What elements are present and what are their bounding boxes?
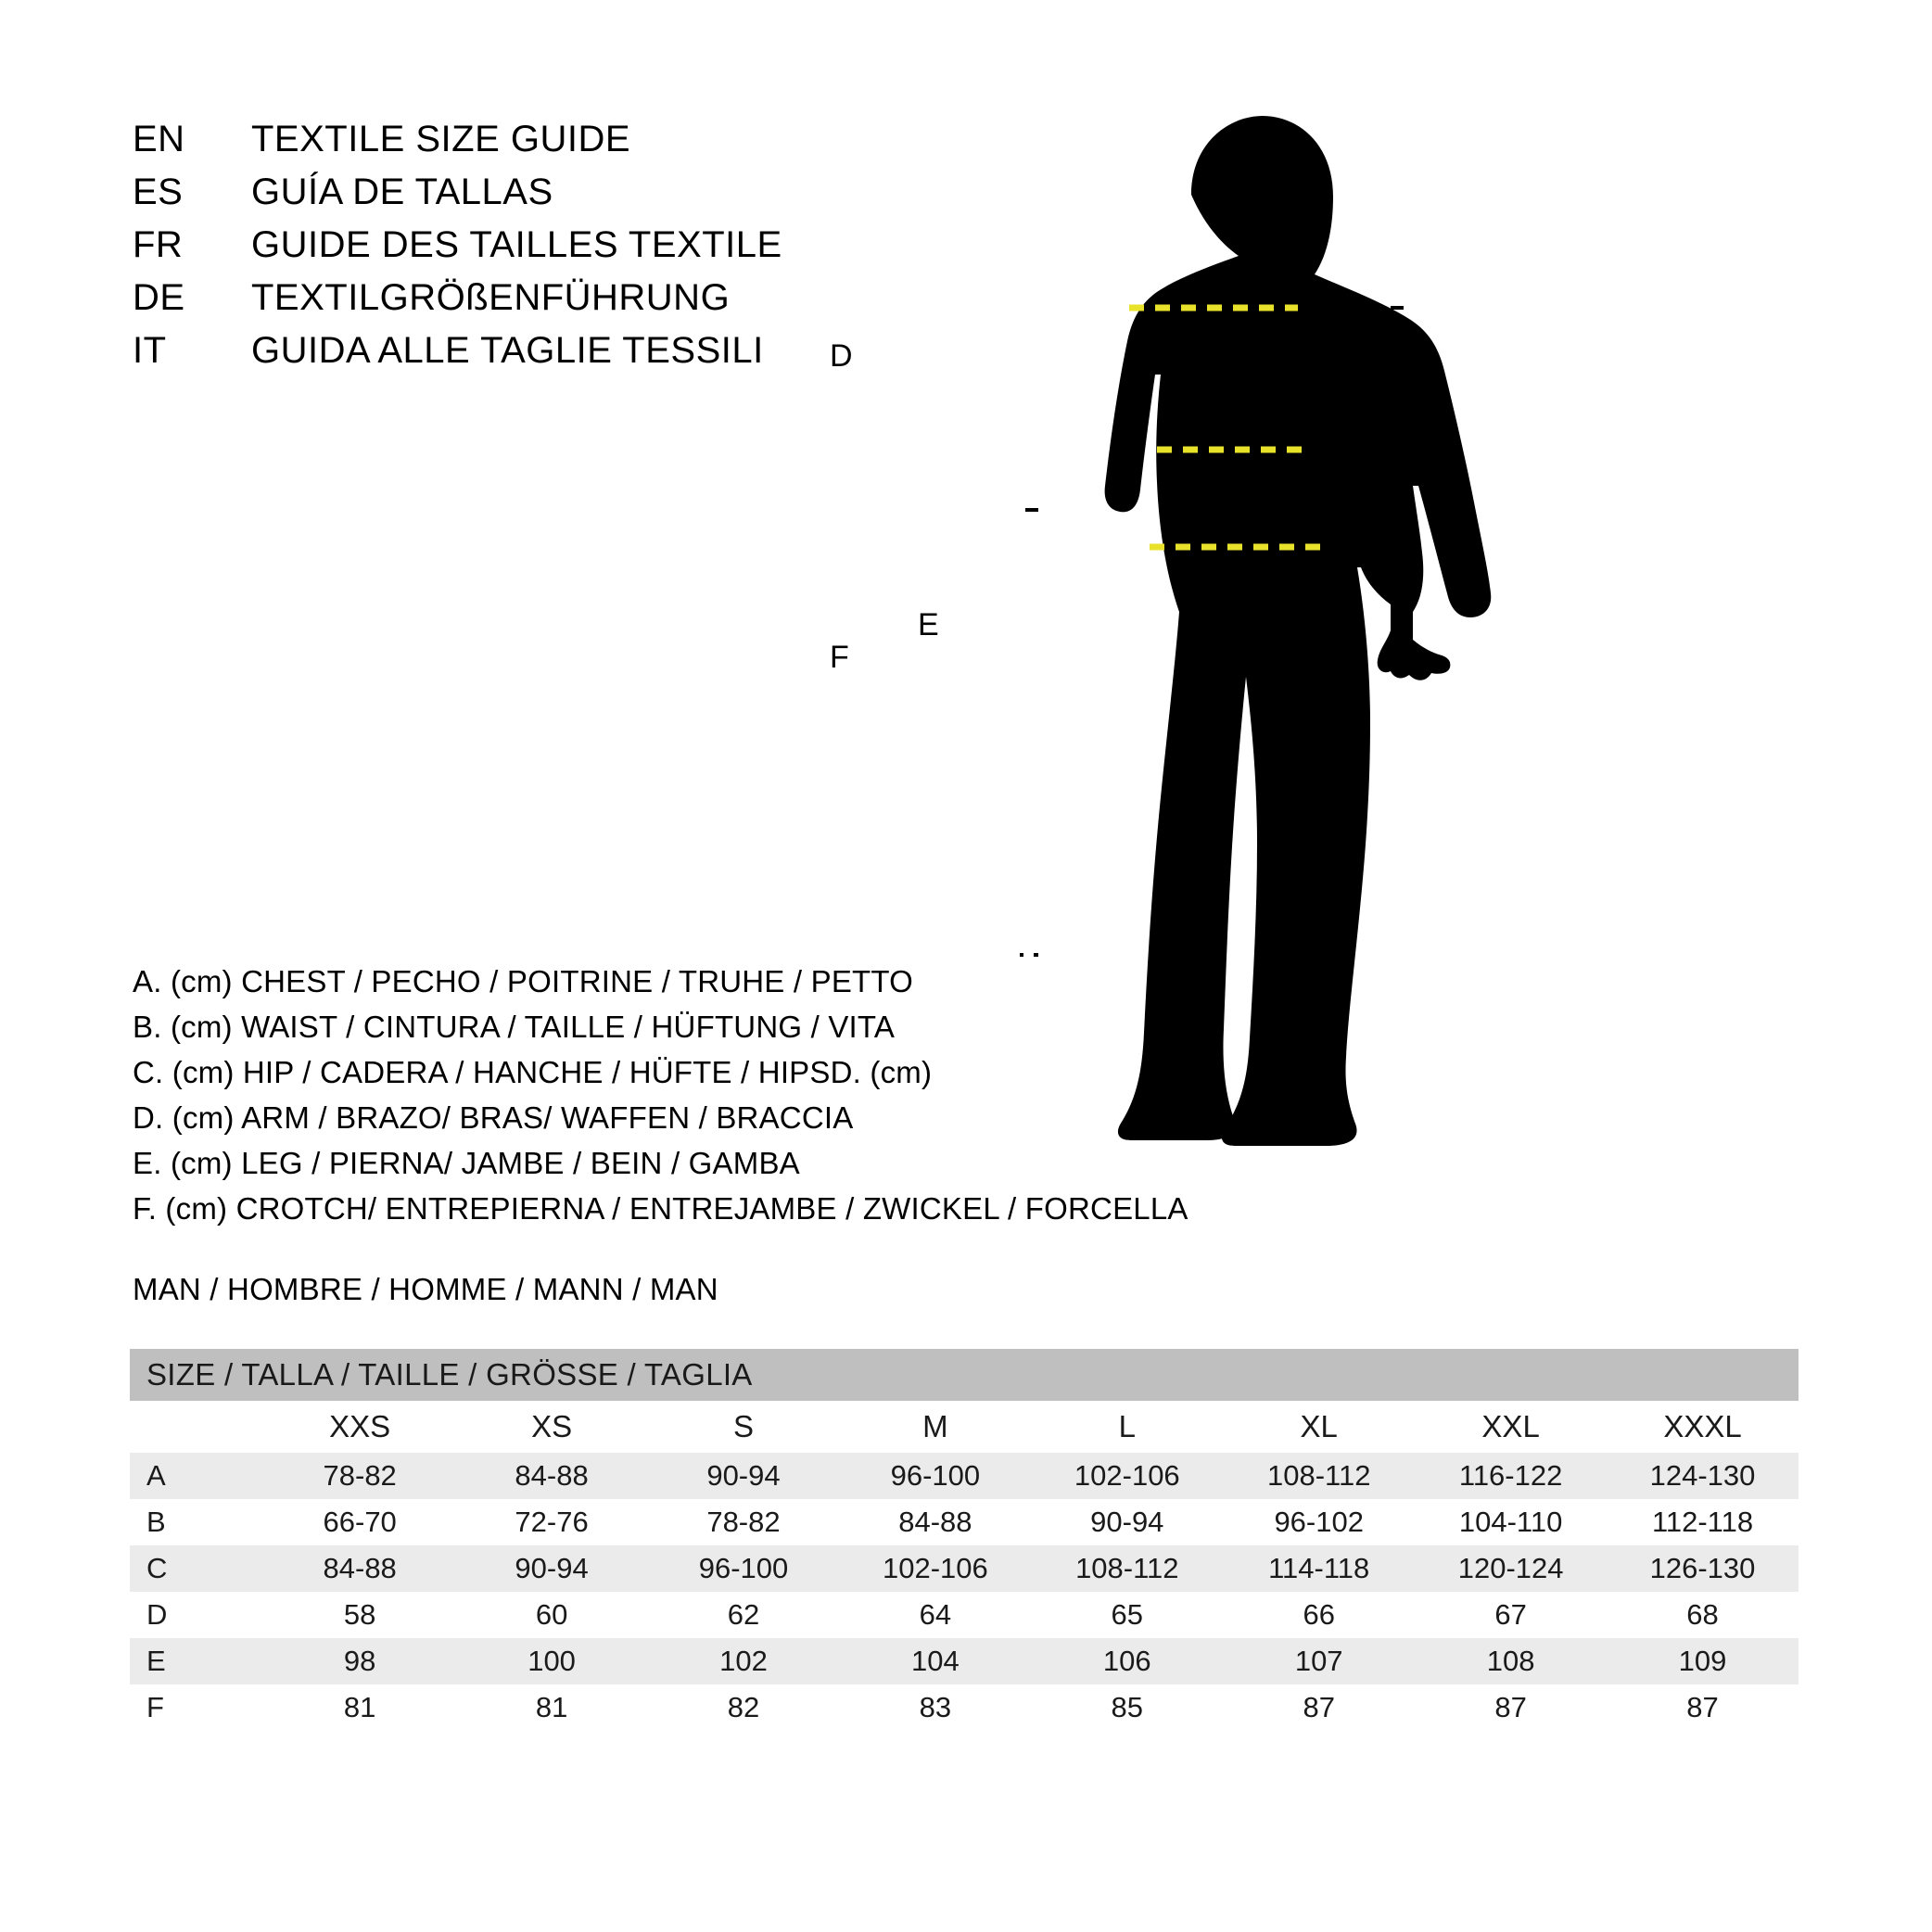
title-row [133,172,782,224]
table-cell: 60 [535,1598,568,1631]
table-col-header-xs: XS [531,1409,573,1443]
table-cell: 108-112 [1031,1545,1223,1592]
table-cell: 108-112 [1223,1453,1415,1499]
marker-label-c: C [1333,527,1356,562]
table-cell: 124-130 [1607,1453,1799,1499]
size-table [130,1349,1799,1731]
legend-item-f: F. (cm) CROTCH/ ENTREPIERNA / ENTREJAMBE / ZWICKEL / FORCELLA [133,1191,1188,1226]
table-cell: 96-102 [1274,1506,1364,1538]
title-row [133,224,782,277]
table-cell: 114-118 [1223,1545,1415,1592]
marker-label-e: E [918,607,939,642]
table-band-header [130,1349,1799,1401]
table-col-header-xxs: XXS [329,1409,391,1443]
title-text-it: GUIDA ALLE TAGLIE TESSILI [251,330,764,371]
table-cell: 65 [1111,1598,1144,1631]
title-lang-fr: FR [133,224,184,265]
table-band-header-label: SIZE / TALLA / TAILLE / GRÖSSE / TAGLIA [130,1349,1799,1401]
table-cell: 85 [1111,1691,1144,1723]
table-row [130,1638,1799,1684]
table-cell: 66-70 [323,1506,397,1538]
leg-dimension-bracket [1020,510,1038,955]
table-cell: 87 [1494,1691,1527,1723]
table-cell: 112-118 [1651,1506,1754,1538]
table-cell: 106 [1031,1638,1223,1684]
table-cell: 90-94 [456,1545,648,1592]
table-col-header-m: M [922,1409,948,1443]
table-cell: 96-100 [839,1453,1031,1499]
table-cell: 62 [727,1598,760,1631]
marker-label-b: B [1333,429,1354,464]
table-cell: 120-124 [1415,1545,1607,1592]
legend-item-e: E. (cm) LEG / PIERNA/ JAMBE / BEIN / GAMBA [133,1146,800,1180]
title-text-fr: GUIDE DES TAILLES TEXTILE [251,224,782,265]
table-cell: 58 [343,1598,376,1631]
table-cell: 126-130 [1607,1545,1799,1592]
title-text-en: TEXTILE SIZE GUIDE [251,119,631,159]
table-cell: 104-110 [1458,1506,1563,1538]
table-cell: 84-88 [456,1453,648,1499]
table-cell: 67 [1494,1598,1527,1631]
table-cell: 96-100 [648,1545,840,1592]
title-row [133,277,782,330]
title-lang-es: ES [133,172,184,212]
legend-item-a: A. (cm) CHEST / PECHO / POITRINE / TRUHE / PETTO [133,964,914,998]
table-cell: 102 [648,1638,840,1684]
title-lang-de: DE [133,277,185,318]
table-cell: 102-106 [839,1545,1031,1592]
legend-item-b: B. (cm) WAIST / CINTURA / TAILLE / HÜFTUNG / VITA [133,1010,896,1044]
table-cell: 87 [1686,1691,1719,1723]
table-corner-cell [130,1401,264,1453]
table-cell: 100 [456,1638,648,1684]
title-block [133,119,782,383]
table-row-label-d: D [146,1598,168,1631]
title-text-de: TEXTILGRÖßENFÜHRUNG [251,277,731,318]
table-row [130,1499,1799,1545]
title-row [133,330,782,383]
table-row [130,1453,1799,1499]
table-cell: 108 [1415,1638,1607,1684]
table-col-header-xxl: XXL [1481,1409,1540,1443]
title-text-es: GUÍA DE TALLAS [251,172,553,212]
table-cell: 78-82 [706,1506,781,1538]
table-cell: 66 [1303,1598,1335,1631]
marker-label-a: A [1333,287,1354,323]
table-cell: 98 [264,1638,456,1684]
table-cell: 102-106 [1031,1453,1223,1499]
silhouette-shape [1105,116,1492,1146]
table-cell: 84-88 [898,1506,972,1538]
table-cell: 81 [535,1691,568,1723]
table-row [130,1545,1799,1592]
table-cell: 109 [1607,1638,1799,1684]
gender-label: MAN / HOMBRE / HOMME / MANN / MAN [133,1272,718,1306]
table-row [130,1684,1799,1731]
table-cell: 84-88 [264,1545,456,1592]
table-col-header-s: S [732,1409,754,1443]
table-cell: 64 [919,1598,952,1631]
table-cell: 90-94 [648,1453,840,1499]
table-cell: 83 [919,1691,952,1723]
legend-item-c: C. (cm) HIP / CADERA / HANCHE / HÜFTE / HIPSD. (cm) [133,1055,933,1089]
marker-label-d: D [830,338,853,374]
marker-label-f: F [830,640,849,675]
table-cell: 90-94 [1090,1506,1164,1538]
table-cell: 107 [1223,1638,1415,1684]
table-row-label-c: C [130,1545,264,1592]
table-row-label-e: E [130,1638,264,1684]
table-cell: 78-82 [264,1453,456,1499]
table-cell: 82 [727,1691,760,1723]
legend-item-d: D. (cm) ARM / BRAZO/ BRAS/ WAFFEN / BRACCIA [133,1100,854,1135]
table-col-header-xxxl: XXXL [1663,1409,1742,1443]
male-silhouette-figure [1020,93,1854,1252]
title-lang-it: IT [133,330,167,371]
body-measurement-diagram [830,93,1854,1252]
table-cell: 72-76 [515,1506,589,1538]
table-cell: 68 [1686,1598,1719,1631]
table-cell: 87 [1303,1691,1335,1723]
table-cell: 81 [343,1691,376,1723]
table-row [130,1592,1799,1638]
title-row [133,119,782,172]
table-cell: 116-122 [1415,1453,1607,1499]
table-column-headers [130,1401,1799,1453]
table-cell: 104 [839,1638,1031,1684]
table-col-header-xl: XL [1300,1409,1338,1443]
table-col-header-l: L [1118,1409,1136,1443]
table-row-label-b: B [146,1506,166,1538]
table-row-label-f: F [146,1691,164,1723]
table-row-label-a: A [130,1453,264,1499]
title-lang-en: EN [133,119,185,159]
